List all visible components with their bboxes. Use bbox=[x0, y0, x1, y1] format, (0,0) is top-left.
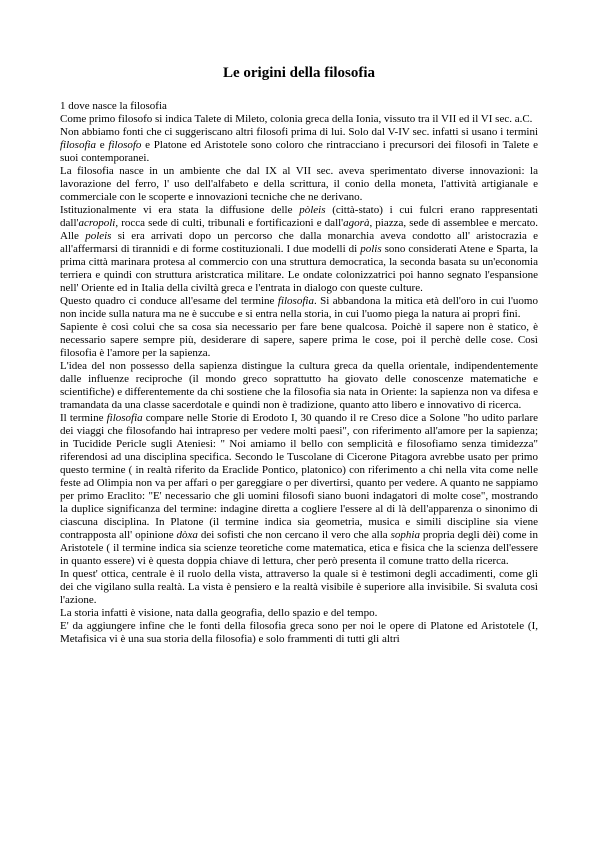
paragraph bbox=[60, 620, 538, 646]
italic-term: filosofia bbox=[106, 412, 143, 424]
paragraph bbox=[60, 204, 538, 295]
italic-term: dòxa bbox=[176, 529, 198, 541]
text-run: propria degli dèi) come in Aristotele ( il termine indica sia scienze teoretiche come matematica, etica e fisica che la scienza dell'essere in quanto essere) vi è questa doppia chiave di lettura, cher però presenta il comune tratto della ricerca. bbox=[60, 529, 538, 567]
italic-term: filosofo bbox=[108, 139, 142, 151]
italic-term: poleis bbox=[85, 230, 112, 242]
italic-term: pòleis bbox=[299, 204, 326, 216]
text-run: Istituzionalmente vi era stata la diffusione delle bbox=[60, 204, 300, 216]
text-run: e bbox=[96, 139, 109, 151]
text-run: . Si abbandona la mitica età dell'oro in cui l'uomo non incide sulla natura ma ne è succube e si entra nella storia, in cui l'uomo piega la natura ai propri fini. bbox=[60, 295, 538, 320]
text-run: (città-stato) i cui fulcri erano rappresentati dall' bbox=[60, 204, 538, 229]
paragraph bbox=[60, 360, 538, 412]
paragraph bbox=[60, 295, 538, 321]
text-run: , rocca sede di culti, tribunali e fortificazioni e dall' bbox=[115, 217, 344, 229]
document-body bbox=[60, 100, 538, 646]
document-page bbox=[60, 64, 538, 646]
text-run: La storia infatti è visione, nata dalla geografia, dello spazio e del tempo. bbox=[60, 607, 378, 619]
text-run: E' da aggiungere infine che le fonti della filosofia greca sono per noi le opere di Platone ed Aristotele (I, Metafisica vi è una sua storia della filosofia) e solo frammenti di tutti gli altri bbox=[60, 620, 538, 645]
text-run: e Platone ed Aristotele sono coloro che rintracciano i precursori dei filosofi in Talete e suoi contemporanei. bbox=[60, 139, 538, 164]
paragraph bbox=[60, 412, 538, 568]
paragraph bbox=[60, 165, 538, 204]
text-run: si era arrivati dopo un percorso che dalla monarchia aveva condotto all' aristocrazia e all'affermarsi di tirannidi e di forme costituzionali. I due modelli di bbox=[60, 230, 538, 255]
paragraph bbox=[60, 126, 538, 165]
text-run: sono considerati Atene e Sparta, la prima città marinara protesa al commercio con una struttura democratica, la seconda basata su un'economia terriera e quindi con struttura aristcratica militare. Le ondate colonizzatrici poi hanno segnato l'espansione nell' Oriente ed in Italia della civiltà greca e l'entrata in dialogo con queste culture. bbox=[60, 243, 538, 294]
italic-term: filosofia bbox=[277, 295, 314, 307]
italic-term: acropoli bbox=[78, 217, 116, 229]
text-run: La filosofia nasce in un ambiente che dal IX al VII sec. aveva sperimentato diverse innovazioni: la lavorazione del ferro, l' uso dell'alfabeto e della scrittura, il conio della moneta, l'attività artigianale e commerciale con le scoperte e innovazioni tecniche che ne derivano. bbox=[60, 165, 538, 203]
paragraph bbox=[60, 321, 538, 360]
text-run: In quest' ottica, centrale è il ruolo della vista, attraverso la quale si è testimoni degli accadimenti, come gli dei che vigilano sulla realtà. La vista è pensiero e la realtà visibile è superiore alla invisibile. Si svaluta così l'azione. bbox=[60, 568, 538, 606]
italic-term: sophia bbox=[390, 529, 420, 541]
text-run: , piazza, sede di assemblee e mercato. Alle bbox=[60, 217, 539, 242]
text-run: L'idea del non possesso della sapienza distingue la cultura greca da quella orientale, indipendentemente dalle influenze reciproche (il mondo greco soprattutto ha giovato delle conoscenze matematiche e scientifiche) e differentemente da chi sostiene che la filosofia sia nata in Oriente: la sapienza non va difesa e tramandata da una classe sacerdotale e quindi non è tradizione, quanto atto libero e innovativo di ricerca. bbox=[60, 360, 538, 411]
text-run: Non abbiamo fonti che ci suggeriscano altri filosofi prima di lui. Solo dal V-IV sec. infatti si usano i termini bbox=[60, 126, 538, 138]
text-run: 1 dove nasce la filosofia bbox=[60, 100, 167, 112]
italic-term: filosofia bbox=[60, 139, 97, 151]
text-run: dei sofisti che non cercano il vero che alla bbox=[197, 529, 391, 541]
italic-term: polis bbox=[360, 243, 382, 255]
paragraph bbox=[60, 568, 538, 607]
text-run: compare nelle Storie di Erodoto I, 30 quando il re Creso dice a Solone "ho udito parlare dei viaggi che filosofando hai intrapreso per vedere molti paesi", con riferimento all'amore per la sapienza; in Tucidide Pericle sugli Ateniesi: " Noi amiamo il bello con semplicità e filosofiamo senza timidezza" riferendosi ad una disciplina specifica. Secondo le Tuscolane di Cicerone Pitagora avrebbe usato per primo questo termine ( in realtà riferito da Eraclide Pontico, platonico) con riferimento a chi nella vita come nelle feste ad Olimpia non va per affari o per gareggiare o per divertirsi, quanto per vedere. A quanto ne sappiamo per primo Eraclito: "E' necessario che gli uomini filosofi siano buoni indagatori di molte cose", mostrando la duplice significanza del termine: indagine diretta a cogliere l'essere al di là dell'apparenza o sinonimo di ciascuna disciplina. In Platone (il termine indica sia geometria, musica e simili discipline sia viene contrapposta all' opinione bbox=[60, 412, 538, 541]
paragraph bbox=[60, 607, 538, 620]
paragraph bbox=[60, 113, 538, 126]
paragraph bbox=[60, 100, 538, 113]
text-run: Come primo filosofo si indica Talete di Mileto, colonia greca della Ionia, vissuto tra il VII ed il VI sec. a.C. bbox=[60, 113, 533, 125]
document-title: Le origini della filosofia bbox=[222, 65, 376, 81]
text-run: Il termine bbox=[60, 412, 107, 424]
italic-term: agorà bbox=[343, 217, 370, 229]
text-run: Sapiente è così colui che sa cosa sia necessario per fare bene qualcosa. Poichè il sapere non è statico, è necessario sapere sempre più, desiderare di sapere, sapere prima le cose, poi il perchè delle cose. Così filosofia è l'amore per la sapienza. bbox=[60, 321, 538, 359]
text-run: Questo quadro ci conduce all'esame del termine bbox=[60, 295, 278, 307]
